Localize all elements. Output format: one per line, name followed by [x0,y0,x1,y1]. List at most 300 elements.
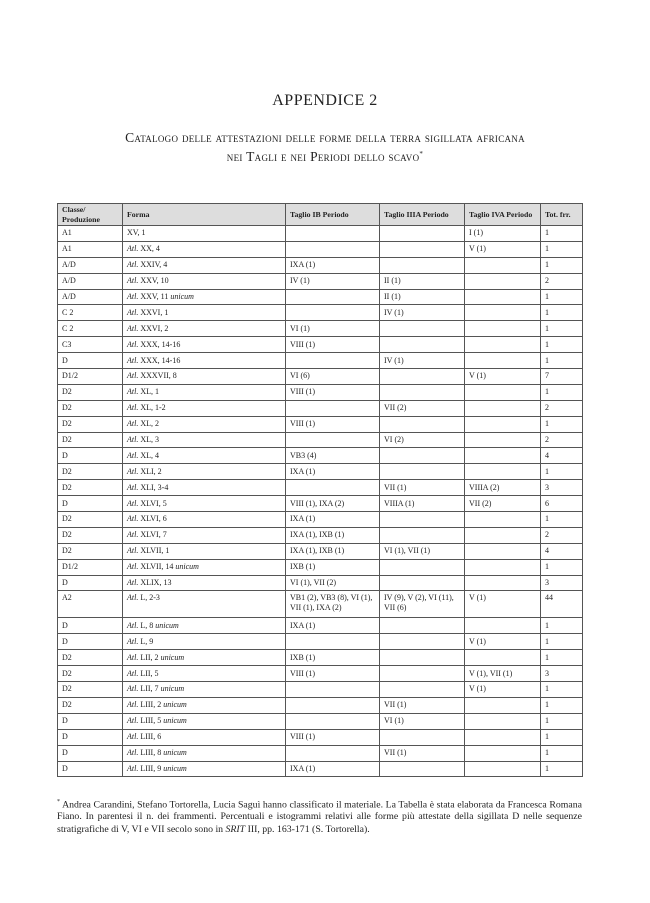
cell-classe: D2 [58,384,123,400]
forma-prefix: Atl. [127,732,139,742]
forma-value: XLVI, 6 [140,514,167,524]
table-row [58,745,583,761]
cell-taglio-ib: IXA (1) [286,464,380,480]
table-row [58,384,583,400]
cell-taglio-iva [465,713,541,729]
cell-classe: D2 [58,464,123,480]
cell-forma [123,559,286,575]
forma-prefix: Atl. [127,482,139,492]
cell-taglio-ib: VIII (1) [286,384,380,400]
table-row [58,337,583,353]
cell-classe: C 2 [58,321,123,337]
forma-suffix: unicum [160,652,185,662]
cell-forma [123,305,286,321]
forma-value: XLIX, 13 [140,578,172,588]
forma-prefix: Atl. [127,593,139,603]
forma-prefix: Atl. [127,636,139,646]
table-row [58,761,583,777]
cell-forma [123,337,286,353]
cell-taglio-iva [465,575,541,591]
table-row [58,512,583,528]
forma-value: XXXVII, 8 [140,371,177,381]
cell-taglio-iiia: VII (2) [380,400,465,416]
forma-value: XLVI, 7 [140,530,167,540]
forma-value: LII, 7 [140,684,159,694]
cell-tot: 1 [541,241,583,257]
cell-taglio-iiia [380,527,465,543]
cell-taglio-iiia [380,634,465,650]
cell-classe: D [58,634,123,650]
forma-value: XX, 4 [140,244,160,254]
forma-value: LIII, 2 [140,700,162,710]
cell-taglio-ib [286,400,380,416]
cell-taglio-iiia: VIIIA (1) [380,496,465,512]
table-row [58,697,583,713]
table-row [58,496,583,512]
cell-taglio-iva [465,512,541,528]
cell-taglio-iva [465,384,541,400]
cell-taglio-iva: V (1), VII (1) [465,666,541,682]
forma-value: XXIV, 4 [140,260,168,270]
table-row [58,273,583,289]
forma-prefix: Atl. [127,716,139,726]
forma-value: XL, 3 [140,435,160,445]
cell-taglio-iva [465,432,541,448]
forma-suffix: unicum [155,620,179,630]
cell-tot: 7 [541,369,583,385]
footnote-text-b: III, pp. 163-171 (S. Tortorella). [245,823,370,835]
cell-taglio-iva [465,353,541,369]
forma-prefix: Atl. [127,578,139,588]
cell-taglio-iiia [380,241,465,257]
cell-taglio-iva: VII (2) [465,496,541,512]
forma-value: XLVII, 14 [140,562,174,572]
title-line-1: Catalogo delle attestazioni delle forme della terra sigillata africana [125,130,525,145]
table-row [58,464,583,480]
cell-classe: A/D [58,273,123,289]
forma-suffix: unicum [163,748,187,758]
cell-tot: 1 [541,618,583,634]
cell-classe: C 2 [58,305,123,321]
cell-tot: 1 [541,761,583,777]
footnote-italic: SRIT [225,823,246,835]
forma-prefix: Atl. [127,435,139,445]
cell-tot: 1 [541,464,583,480]
forma-prefix: Atl. [127,652,139,662]
forma-prefix: Atl. [127,763,139,773]
forma-prefix: Atl. [127,307,139,317]
table-row [58,353,583,369]
forma-value: L, 8 [140,620,154,630]
cell-forma [123,321,286,337]
forma-value: XXX, 14-16 [140,339,181,349]
forma-prefix: Atl. [127,323,139,333]
cell-taglio-ib [286,480,380,496]
table-row [58,729,583,745]
cell-forma [123,745,286,761]
cell-forma [123,666,286,682]
cell-taglio-iva [465,416,541,432]
cell-forma [123,527,286,543]
cell-taglio-ib: IXA (1) [286,512,380,528]
table-row [58,369,583,385]
table-row [58,591,583,618]
cell-taglio-iiia [380,650,465,666]
table-row [58,257,583,273]
footnote-text-a: Andrea Carandini, Stefano Tortorella, Lucia Saguì hanno classificato il materiale. La Tabella è stata elaborata da Francesca Romana Fiano. In parentesi il n. dei frammenti. Percentuali e istogrammi relativi alle forme più attestate della sigillata D nelle sequenze stratigrafiche di V, VI e VII secolo sono in [57,799,582,835]
forma-prefix: Atl. [127,355,139,365]
cell-taglio-iiia [380,575,465,591]
cell-tot: 2 [541,432,583,448]
forma-prefix: Atl. [127,450,139,460]
forma-prefix: Atl. [127,339,139,349]
cell-taglio-iiia [380,618,465,634]
forma-value: XV, 1 [127,228,146,238]
forma-prefix: Atl. [127,292,139,301]
footnote-marker: * [419,150,424,158]
cell-classe: A1 [58,226,123,242]
cell-taglio-ib [286,697,380,713]
cell-taglio-iva [465,527,541,543]
forma-prefix: Atl. [127,684,139,694]
cell-forma [123,543,286,559]
forma-prefix: Atl. [127,371,139,381]
cell-taglio-ib: IXA (1), IXB (1) [286,543,380,559]
cell-forma [123,761,286,777]
cell-classe: D [58,729,123,745]
cell-classe: D2 [58,697,123,713]
cell-taglio-ib [286,713,380,729]
forma-value: XLVII, 1 [140,546,170,556]
cell-taglio-iva [465,543,541,559]
cell-taglio-iiia [380,321,465,337]
table-row [58,448,583,464]
cell-tot: 1 [541,559,583,575]
cell-taglio-iiia: VII (1) [380,697,465,713]
forma-value: XLVI, 5 [140,498,167,508]
cell-taglio-ib: VI (6) [286,369,380,385]
cell-taglio-iva [465,305,541,321]
cell-taglio-iva: V (1) [465,369,541,385]
col-header-forma: Forma [123,204,286,226]
cell-forma [123,591,286,618]
col-header-classe: Classe/ Produzione [58,204,123,226]
cell-taglio-iva [465,697,541,713]
col-header-tot: Tot. frr. [541,204,583,226]
cell-forma [123,634,286,650]
cell-taglio-ib [286,634,380,650]
cell-taglio-iva [465,273,541,289]
forma-suffix: unicum [175,562,199,572]
cell-taglio-iiia [380,729,465,745]
cell-forma [123,682,286,698]
cell-taglio-ib [286,305,380,321]
cell-forma [123,480,286,496]
table-row [58,543,583,559]
cell-classe: D2 [58,512,123,528]
cell-tot: 2 [541,400,583,416]
cell-classe: D2 [58,543,123,559]
col-header-taglio-ib: Taglio IB Periodo [286,204,380,226]
cell-tot: 1 [541,416,583,432]
forma-prefix: Atl. [127,668,139,678]
table-row [58,682,583,698]
cell-taglio-iva: VIIIA (2) [465,480,541,496]
cell-taglio-ib: VIII (1) [286,666,380,682]
cell-taglio-iiia [380,666,465,682]
cell-taglio-ib: VI (1) [286,321,380,337]
cell-taglio-iiia [380,512,465,528]
cell-tot: 3 [541,480,583,496]
table-row [58,666,583,682]
forma-suffix: unicum [163,716,187,726]
cell-tot: 1 [541,384,583,400]
cell-classe: D [58,496,123,512]
cell-forma [123,464,286,480]
forma-value: L, 9 [140,636,154,646]
cell-taglio-iva [465,448,541,464]
cell-taglio-iiia: VI (1), VII (1) [380,543,465,559]
cell-classe: D2 [58,682,123,698]
cell-classe: D1/2 [58,369,123,385]
forma-value: XL, 1 [140,387,160,397]
cell-forma [123,448,286,464]
cell-tot: 1 [541,682,583,698]
forma-value: XXX, 14-16 [140,355,181,365]
cell-taglio-iiia: IV (1) [380,353,465,369]
table-row [58,527,583,543]
cell-taglio-iva: V (1) [465,241,541,257]
cell-taglio-ib [286,432,380,448]
forma-value: XL, 1-2 [140,403,166,413]
cell-taglio-iiia [380,226,465,242]
cell-taglio-ib [286,745,380,761]
cell-taglio-iva [465,321,541,337]
cell-taglio-ib: IXA (1) [286,618,380,634]
forma-prefix: Atl. [127,244,139,254]
cell-taglio-iva [465,559,541,575]
cell-forma [123,729,286,745]
forma-prefix: Atl. [127,620,139,630]
forma-suffix: unicum [163,763,187,773]
cell-classe: A/D [58,289,123,305]
cell-forma [123,384,286,400]
cell-forma [123,353,286,369]
forma-value: LIII, 5 [140,716,162,726]
cell-taglio-iva: I (1) [465,226,541,242]
cell-classe: D2 [58,650,123,666]
cell-taglio-iiia: VII (1) [380,745,465,761]
cell-forma [123,618,286,634]
cell-taglio-ib [286,241,380,257]
forma-prefix: Atl. [127,562,139,572]
table-row [58,416,583,432]
cell-taglio-iva [465,745,541,761]
cell-taglio-ib: IXB (1) [286,650,380,666]
cell-taglio-iiia: VI (2) [380,432,465,448]
cell-taglio-iva: V (1) [465,591,541,618]
forma-prefix: Atl. [127,498,139,508]
cell-tot: 3 [541,575,583,591]
cell-classe: D2 [58,527,123,543]
table-row [58,634,583,650]
cell-forma [123,273,286,289]
cell-forma [123,496,286,512]
cell-classe: D [58,713,123,729]
cell-tot: 1 [541,512,583,528]
forma-prefix: Atl. [127,260,139,270]
cell-taglio-ib: VIII (1) [286,729,380,745]
cell-taglio-ib [286,226,380,242]
catalog-title [0,128,650,166]
cell-forma [123,400,286,416]
forma-prefix: Atl. [127,387,139,397]
cell-classe: A1 [58,241,123,257]
cell-taglio-iva [465,337,541,353]
cell-forma [123,650,286,666]
table-row [58,618,583,634]
cell-forma [123,257,286,273]
cell-taglio-iiia [380,257,465,273]
table-row [58,713,583,729]
cell-taglio-iiia: IV (1) [380,305,465,321]
forma-prefix: Atl. [127,748,139,758]
forma-value: LII, 2 [140,652,159,662]
footnote [57,796,582,836]
cell-taglio-ib: IXA (1) [286,761,380,777]
cell-classe: D [58,575,123,591]
cell-forma [123,289,286,305]
cell-taglio-ib: IXB (1) [286,559,380,575]
forma-prefix: Atl. [127,530,139,540]
table-row [58,650,583,666]
cell-classe: D [58,448,123,464]
cell-tot: 1 [541,745,583,761]
cell-forma [123,697,286,713]
cell-taglio-iiia: II (1) [380,289,465,305]
forma-value: XLI, 2 [140,466,162,476]
forma-prefix: Atl. [127,466,139,476]
cell-tot: 1 [541,257,583,273]
forma-prefix: Atl. [127,276,139,286]
cell-taglio-ib: VI (1), VII (2) [286,575,380,591]
cell-forma [123,226,286,242]
cell-classe: D [58,353,123,369]
cell-taglio-iiia [380,464,465,480]
cell-tot: 1 [541,289,583,305]
cell-taglio-ib: VB3 (4) [286,448,380,464]
cell-forma [123,369,286,385]
cell-classe: D [58,761,123,777]
forma-value: XLI, 3-4 [140,482,169,492]
cell-classe: D2 [58,432,123,448]
forma-value: LIII, 6 [140,732,162,742]
cell-classe: D2 [58,416,123,432]
cell-taglio-iiia: VII (1) [380,480,465,496]
forma-suffix: unicum [163,700,187,710]
cell-tot: 1 [541,713,583,729]
cell-taglio-iiia: II (1) [380,273,465,289]
cell-taglio-ib: VIII (1) [286,416,380,432]
cell-tot: 1 [541,650,583,666]
cell-taglio-iiia [380,448,465,464]
forma-value: LIII, 9 [140,763,162,773]
cell-taglio-iiia [380,416,465,432]
cell-tot: 3 [541,666,583,682]
cell-tot: 1 [541,305,583,321]
cell-taglio-iva [465,650,541,666]
forma-prefix: Atl. [127,419,139,429]
forma-value: XXVI, 1 [140,307,169,317]
cell-tot: 2 [541,527,583,543]
forma-prefix: Atl. [127,514,139,524]
cell-forma [123,416,286,432]
cell-taglio-iva [465,618,541,634]
forma-value: XXV, 10 [140,276,169,286]
col-header-taglio-iva: Taglio IVA Periodo [465,204,541,226]
forma-value: L, 2-3 [140,593,160,603]
cell-classe: D1/2 [58,559,123,575]
appendix-heading: APPENDICE 2 [272,92,378,109]
cell-tot: 2 [541,273,583,289]
cell-forma [123,241,286,257]
table-row [58,400,583,416]
cell-taglio-ib: IV (1) [286,273,380,289]
cell-classe: A2 [58,591,123,618]
cell-tot: 4 [541,448,583,464]
forma-value: LII, 5 [140,668,159,678]
cell-taglio-iva [465,400,541,416]
cell-tot: 4 [541,543,583,559]
table-row [58,321,583,337]
cell-taglio-iva: V (1) [465,682,541,698]
forma-value: LIII, 8 [140,748,162,758]
cell-taglio-iiia [380,761,465,777]
cell-tot: 44 [541,591,583,618]
cell-forma [123,575,286,591]
catalog-table [57,203,583,777]
cell-tot: 1 [541,634,583,650]
table-row [58,559,583,575]
cell-classe: A/D [58,257,123,273]
cell-taglio-iiia [380,369,465,385]
forma-suffix: unicum [160,684,185,694]
footnote-marker: * [57,799,60,805]
cell-classe: D2 [58,666,123,682]
cell-classe: D2 [58,480,123,496]
cell-taglio-ib [286,289,380,305]
cell-tot: 6 [541,496,583,512]
col-header-taglio-iiia: Taglio IIIA Periodo [380,204,465,226]
cell-taglio-ib: IXA (1) [286,257,380,273]
forma-prefix: Atl. [127,546,139,556]
table-row [58,241,583,257]
cell-tot: 1 [541,353,583,369]
forma-prefix: Atl. [127,700,139,710]
cell-taglio-ib [286,353,380,369]
cell-taglio-ib [286,682,380,698]
table-header-row [58,204,583,226]
cell-taglio-iiia [380,559,465,575]
cell-taglio-iiia [380,682,465,698]
cell-tot: 1 [541,337,583,353]
cell-classe: D [58,745,123,761]
cell-taglio-iva: V (1) [465,634,541,650]
cell-taglio-iiia [380,384,465,400]
cell-taglio-iiia [380,337,465,353]
forma-value: XL, 2 [140,419,160,429]
table-row [58,575,583,591]
